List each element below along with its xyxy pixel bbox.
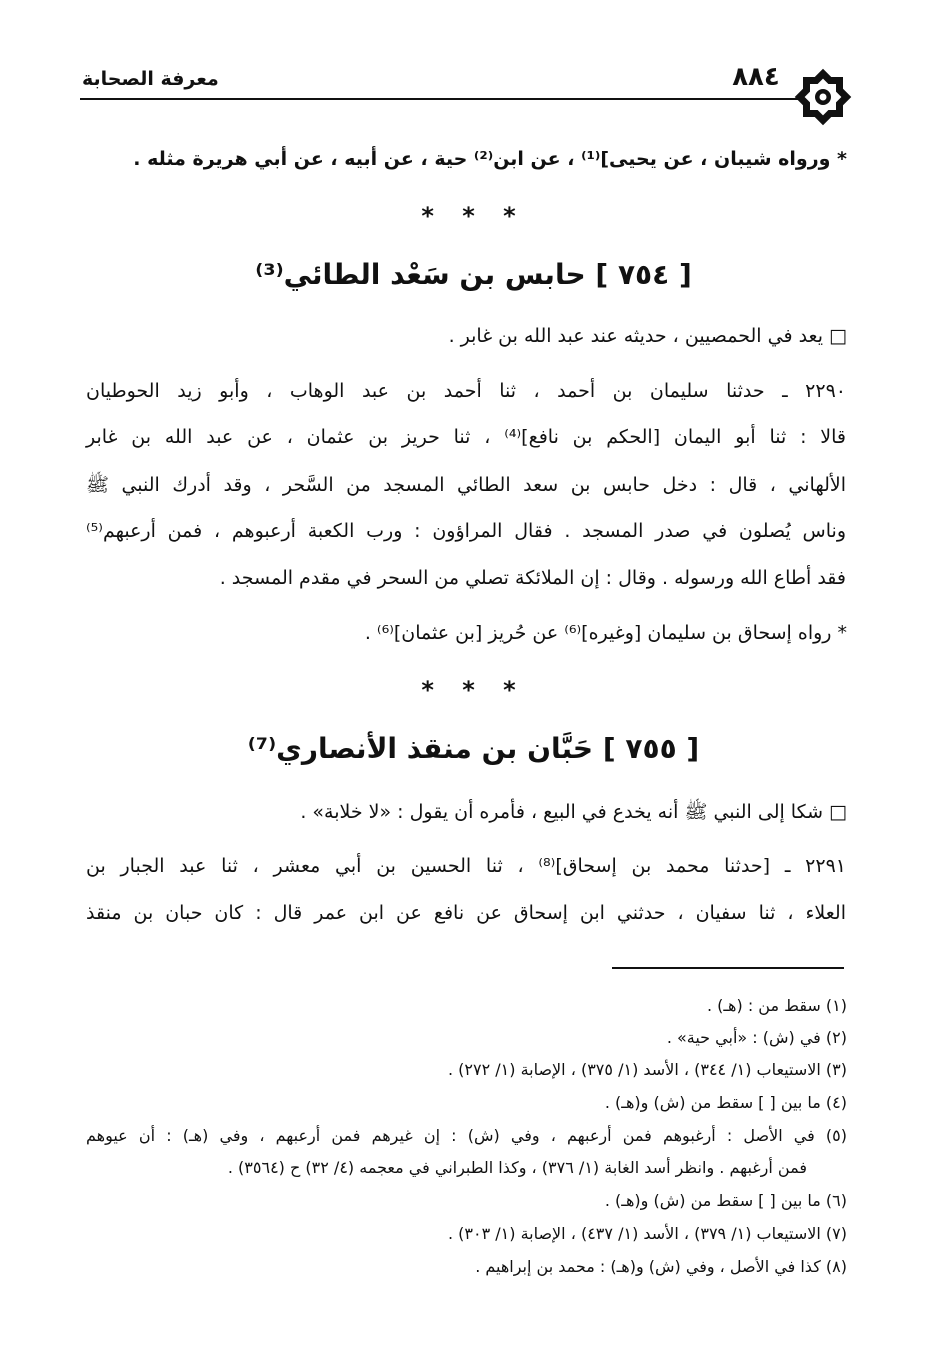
hadith-2290-line: الألهاني ، قال : دخل حابس بن سعد الطائي المسجد من السَّحر ، وقد أدرك النبي ﷺ — [86, 474, 846, 496]
narration-line: * رواه إسحاق بن سليمان [وغيره]⁽⁶⁾ عن حُريز [بن عثمان]⁽⁶⁾ . — [364, 622, 847, 644]
section-divider: * * * — [421, 202, 526, 230]
hadith-2291-line: العلاء ، ثنا سفيان ، حدثني ابن إسحاق عن نافع عن ابن عمر قال : كان حبان بن منقذ — [86, 902, 846, 924]
hadith-2290-line: وناس يُصلون في صدر المسجد . فقال المراؤون : ورب الكعبة أرعبوهم ، فمن أرعبهم⁽⁵⁾ — [86, 520, 846, 542]
header-rule — [80, 98, 800, 100]
footnote: (٨) كذا في الأصل ، وفي (ش) و(هـ) : محمد بن إبراهيم . — [475, 1257, 847, 1276]
footnote: (٢) في (ش) : «أبي حية» . — [666, 1028, 847, 1047]
entry-bio-755: □ شكا إلى النبي ﷺ أنه يخدع في البيع ، فأمره أن يقول : «لا خلابة» . — [300, 801, 847, 823]
footnote: (١) سقط من : (هـ) . — [706, 996, 847, 1015]
entry-heading-755: [ ٧٥٥ ] حَبَّان بن منقذ الأنصاري⁽⁷⁾ — [247, 732, 700, 765]
footnote: (٣) الاستيعاب (١/ ٣٤٤) ، الأسد (١/ ٣٧٥) ، الإصابة (١/ ٢٧٢) . — [447, 1060, 847, 1079]
footnote: (٤) ما بين [ ] سقط من (ش) و(هـ) . — [604, 1093, 847, 1112]
octagram-ornament-icon — [792, 66, 854, 128]
entry-bio-754: □ يعد في الحمصيين ، حديثه عند عبد الله بن غابر . — [448, 325, 847, 347]
footnote: (٥) في الأصل : أرغبوهم فمن أرعبهم ، وفي (ش) : إن غيرهم فمن أرعبهم ، وفي (هـ) : أن عيوهم — [86, 1126, 847, 1145]
footnote-separator — [612, 967, 844, 969]
hadith-2290-line: فقد أطاع الله ورسوله . وقال : إن الملائكة تصلي من السحر في مقدم المسجد . — [219, 567, 846, 589]
page-number: ٨٨٤ — [732, 62, 780, 92]
narration-line: * ورواه شيبان ، عن يحيى]⁽¹⁾ ، عن ابن⁽²⁾ حية ، عن أبيه ، عن أبي هريرة مثله . — [133, 148, 847, 170]
hadith-2290-line: ٢٢٩٠ ـ حدثنا سليمان بن أحمد ، ثنا أحمد بن عبد الوهاب ، وأبو زيد الحوطيان — [86, 380, 846, 402]
entry-heading-754: [ ٧٥٤ ] حابس بن سَعْد الطائي⁽³⁾ — [255, 258, 692, 291]
footnote: (٦) ما بين [ ] سقط من (ش) و(هـ) . — [604, 1191, 847, 1210]
section-divider: * * * — [421, 676, 526, 704]
running-title: معرفة الصحابة — [82, 68, 219, 90]
hadith-2290-line: قالا : ثنا أبو اليمان [الحكم بن نافع]⁽⁴⁾ ، ثنا حريز بن عثمان ، عن عبد الله بن غابر — [86, 426, 846, 448]
footnote-continuation: فمن أرغبهم . وانظر أسد الغابة (١/ ٣٧٦) ، وكذا الطبراني في معجمه (٤/ ٣٢) ح (٣٥٦٤) . — [227, 1158, 807, 1177]
footnote: (٧) الاستيعاب (١/ ٣٧٩) ، الأسد (١/ ٤٣٧) ، الإصابة (١/ ٣٠٣) . — [447, 1224, 847, 1243]
hadith-2291-line: ٢٢٩١ ـ [حدثنا محمد بن إسحاق]⁽⁸⁾ ، ثنا الحسين بن أبي معشر ، ثنا عبد الجبار بن — [86, 855, 846, 877]
